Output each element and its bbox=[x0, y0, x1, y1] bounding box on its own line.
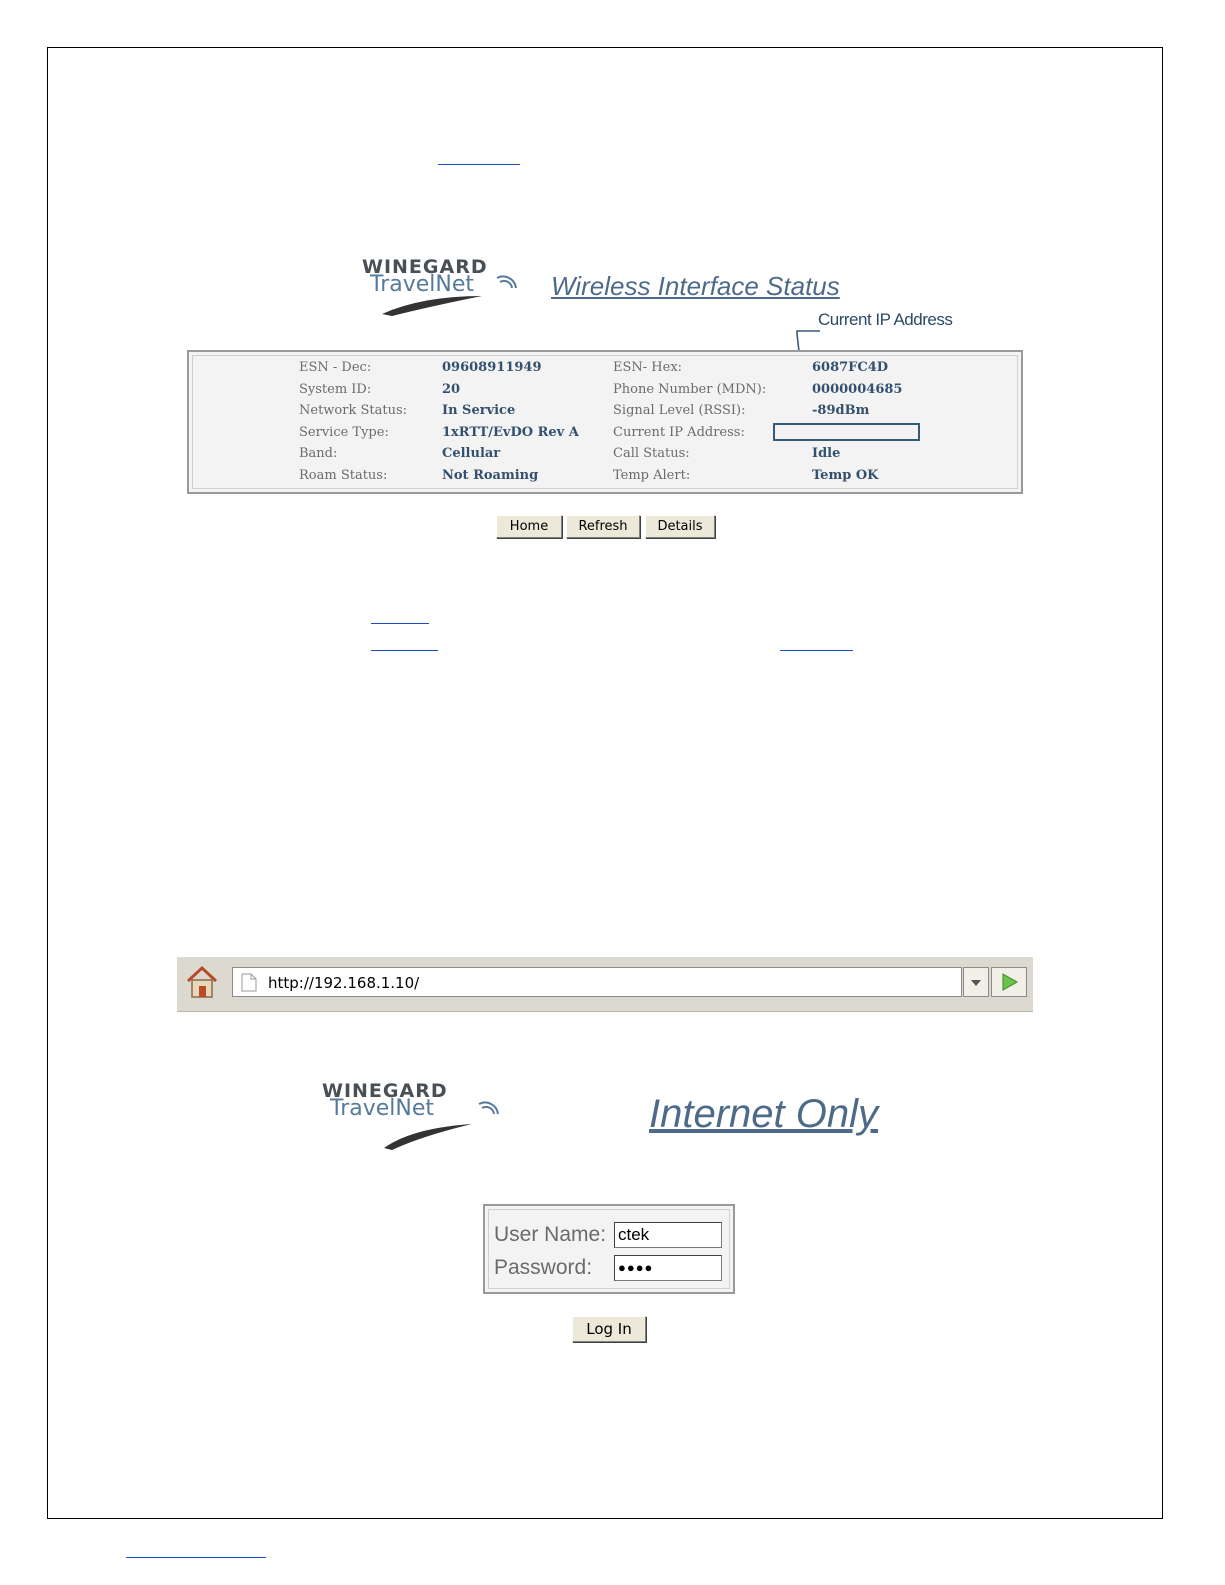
status-row-label: Band: bbox=[299, 446, 338, 462]
logo-brand-text: WINEGARD bbox=[322, 1080, 448, 1102]
status-row-value: Temp OK bbox=[812, 468, 879, 483]
status-row-value: 1xRTT/EvDO Rev A bbox=[442, 424, 579, 440]
link-underline-mid-2[interactable] bbox=[371, 650, 438, 651]
status-row-value: 6087FC4D bbox=[812, 360, 889, 375]
status-row-label: ESN - Dec: bbox=[299, 360, 372, 375]
details-button[interactable]: Details bbox=[645, 515, 715, 538]
ip-address-highlight-box bbox=[773, 423, 920, 441]
log-in-button[interactable]: Log In bbox=[572, 1316, 646, 1342]
status-row-label: Signal Level (RSSI): bbox=[613, 403, 746, 419]
logo-brand-text: WINEGARD bbox=[362, 256, 488, 278]
status-row-value: In Service bbox=[442, 403, 516, 419]
status-row-value: 20 bbox=[442, 381, 461, 397]
url-text[interactable]: http://192.168.1.10/ bbox=[268, 974, 420, 992]
status-row-value: 09608911949 bbox=[442, 360, 542, 375]
logo-sub-text: TravelNet bbox=[330, 1096, 435, 1121]
status-row-label: Call Status: bbox=[613, 446, 690, 462]
status-row-value: Idle bbox=[812, 446, 841, 462]
winegard-travelnet-logo bbox=[362, 256, 532, 326]
link-underline-footer[interactable] bbox=[126, 1557, 266, 1558]
winegard-travelnet-logo-login bbox=[322, 1080, 512, 1150]
ip-annotation-label: Current IP Address bbox=[818, 310, 953, 329]
status-row-label: Current IP Address: bbox=[613, 424, 745, 440]
status-row-label: Roam Status: bbox=[299, 468, 388, 483]
logo-sub-text: TravelNet bbox=[370, 272, 475, 297]
status-row-label: System ID: bbox=[299, 381, 372, 397]
page-icon bbox=[241, 973, 257, 992]
status-row-label: Network Status: bbox=[299, 403, 407, 419]
status-row-label: Phone Number (MDN): bbox=[613, 381, 767, 397]
url-dropdown-button[interactable] bbox=[963, 967, 989, 997]
status-row-label: Temp Alert: bbox=[613, 468, 691, 483]
link-underline-top[interactable] bbox=[438, 164, 520, 165]
home-icon[interactable] bbox=[184, 963, 220, 1001]
status-row-value: 0000004685 bbox=[812, 381, 903, 397]
play-arrow-icon bbox=[992, 968, 1026, 996]
status-row-value: Not Roaming bbox=[442, 468, 539, 483]
home-button[interactable]: Home bbox=[496, 515, 562, 538]
refresh-button[interactable]: Refresh bbox=[566, 515, 640, 538]
status-page-title: Wireless Interface Status bbox=[551, 271, 840, 301]
link-underline-mid-3[interactable] bbox=[780, 650, 853, 651]
link-underline-mid-1[interactable] bbox=[371, 623, 429, 624]
username-label: User Name: bbox=[494, 1223, 607, 1246]
password-label: Password: bbox=[494, 1256, 593, 1279]
status-row-label: Service Type: bbox=[299, 424, 389, 440]
password-input[interactable]: ●●●● bbox=[614, 1255, 722, 1281]
status-row-value: Cellular bbox=[442, 446, 501, 462]
username-input[interactable]: ctek bbox=[614, 1222, 722, 1248]
login-page-title: Internet Only bbox=[649, 1092, 879, 1136]
logo-swoosh-icon bbox=[362, 256, 532, 326]
go-button[interactable] bbox=[991, 967, 1027, 997]
chevron-down-icon bbox=[964, 968, 988, 996]
logo-swoosh-icon bbox=[322, 1080, 512, 1154]
status-row-label: ESN- Hex: bbox=[613, 360, 683, 375]
page-border bbox=[47, 47, 1163, 1519]
status-row-value: -89dBm bbox=[812, 403, 870, 419]
